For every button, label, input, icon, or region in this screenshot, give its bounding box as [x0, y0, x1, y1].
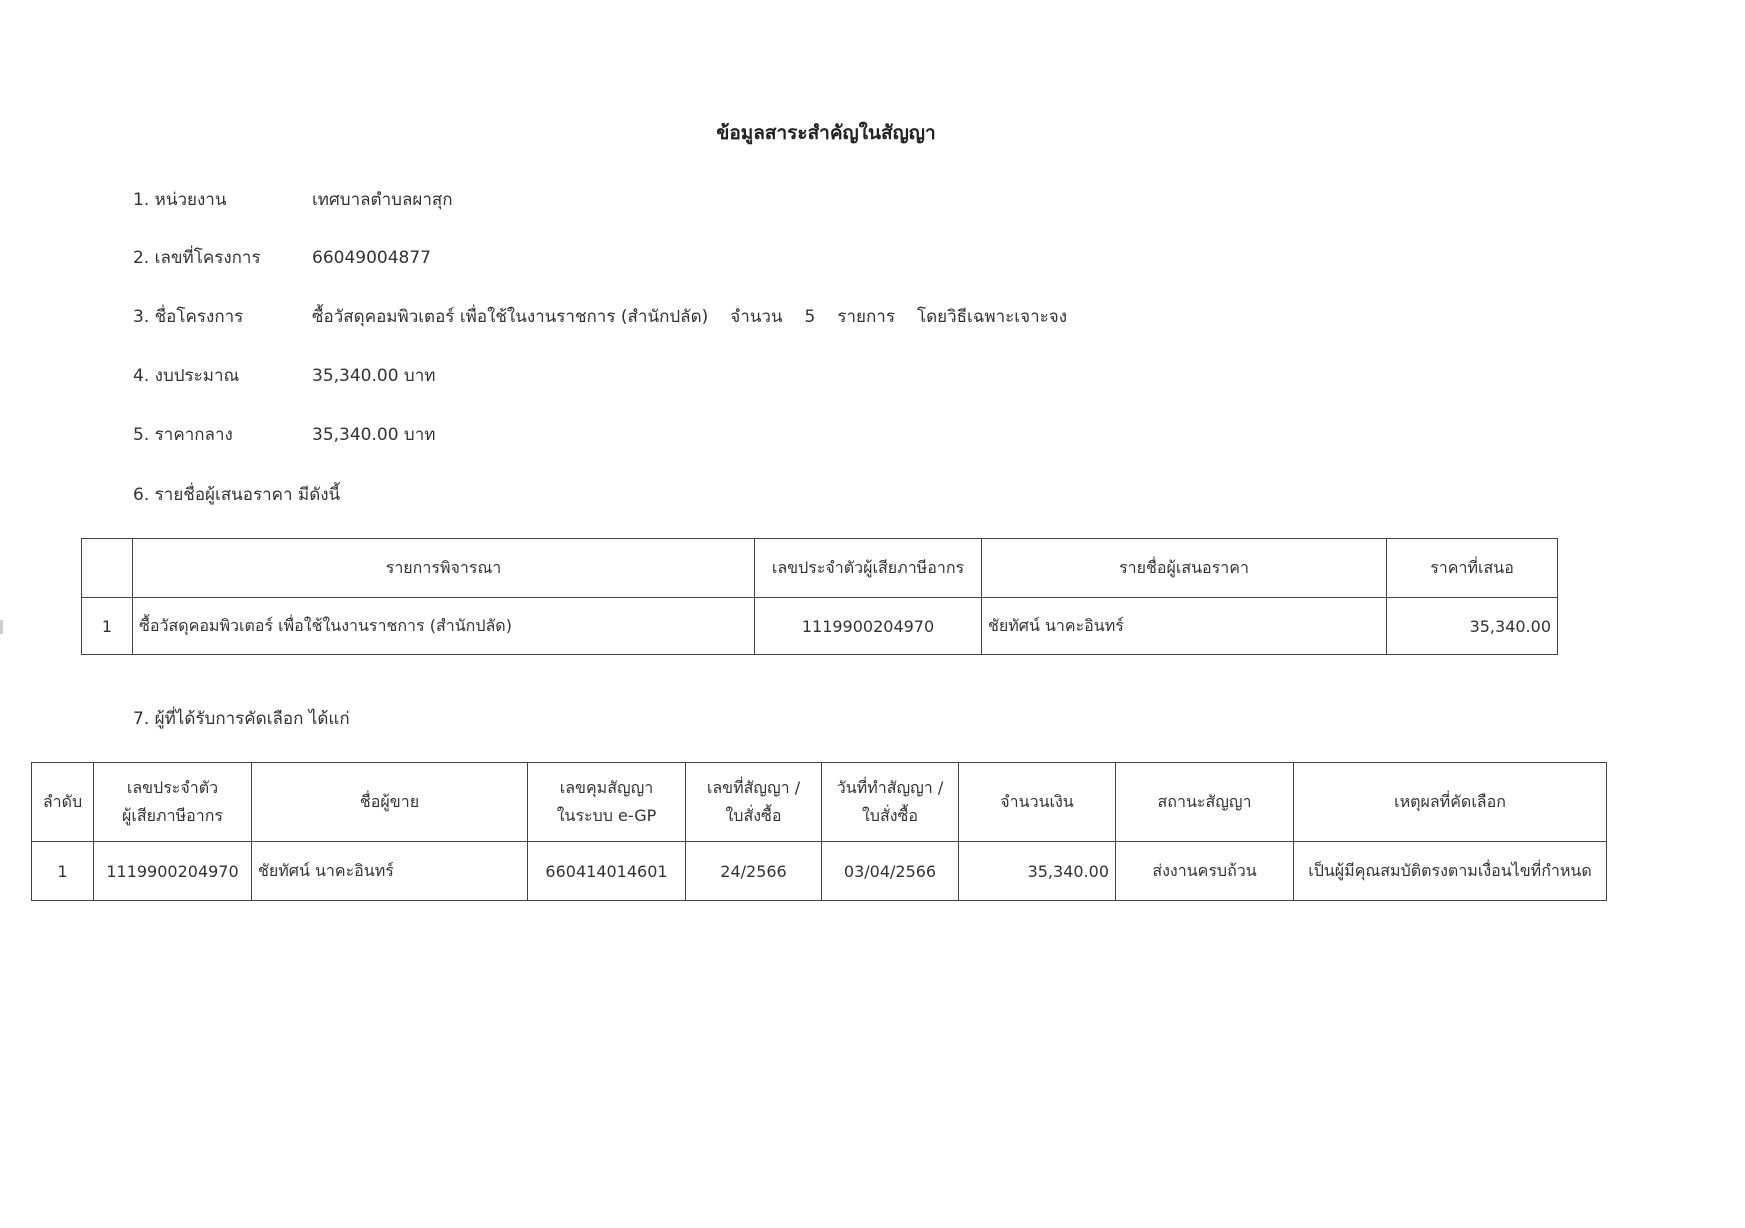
field-number: 4.: [133, 366, 150, 386]
field-project-name: [133, 304, 1068, 330]
field-number: 3.: [133, 307, 150, 327]
selected-table: [31, 762, 1607, 901]
column-header: [82, 539, 133, 598]
seller-name-cell: ชัยทัศน์ นาคะอินทร์: [252, 842, 528, 901]
column-header: วันที่ทำสัญญา / ใบสั่งซื้อ: [822, 763, 959, 842]
column-header: รายชื่อผู้เสนอราคา: [982, 539, 1387, 598]
quantity-label: จำนวน: [730, 307, 783, 327]
table-row: [32, 842, 1607, 901]
row-number-cell: 1: [82, 598, 133, 655]
column-header: เลขที่สัญญา / ใบสั่งซื้อ: [686, 763, 822, 842]
project-title: ซื้อวัสดุคอมพิวเตอร์ เพื่อใช้ในงานราชการ (สำนักปลัด): [312, 307, 709, 327]
field-agency: [133, 187, 453, 213]
field-label: ผู้ที่ได้รับการคัดเลือก ได้แก่: [154, 709, 350, 729]
field-value: 35,340.00 บาท: [312, 425, 436, 445]
field-value: 35,340.00 บาท: [312, 366, 436, 386]
field-value: 66049004877: [312, 248, 431, 268]
field-number: 1.: [133, 190, 150, 210]
item-cell: ซื้อวัสดุคอมพิวเตอร์ เพื่อใช้ในงานราชการ (สำนักปลัด): [133, 598, 755, 655]
field-label: เลขที่โครงการ: [154, 248, 261, 268]
field-selected-heading: [133, 706, 350, 732]
bidder-name-cell: ชัยทัศน์ นาคะอินทร์: [982, 598, 1387, 655]
column-header: รายการพิจารณา: [133, 539, 755, 598]
column-header: ชื่อผู้ขาย: [252, 763, 528, 842]
field-value: เทศบาลตำบลผาสุก: [312, 190, 453, 210]
quantity-unit: รายการ: [837, 307, 895, 327]
table-row: [82, 598, 1558, 655]
field-label: งบประมาณ: [154, 366, 240, 386]
procurement-method: โดยวิธีเฉพาะเจาะจง: [916, 307, 1068, 327]
amount-cell: 35,340.00: [959, 842, 1116, 901]
offered-price-cell: 35,340.00: [1387, 598, 1558, 655]
column-header: สถานะสัญญา: [1116, 763, 1294, 842]
field-label: รายชื่อผู้เสนอราคา มีดังนี้: [154, 485, 341, 505]
column-header: เหตุผลที่คัดเลือก: [1294, 763, 1607, 842]
contract-status-cell: ส่งงานครบถ้วน: [1116, 842, 1294, 901]
field-project-number: [133, 245, 431, 271]
column-header: เลขประจำตัว ผู้เสียภาษีอากร: [94, 763, 252, 842]
column-header: จำนวนเงิน: [959, 763, 1116, 842]
row-number-cell: 1: [32, 842, 94, 901]
tax-id-cell: 1119900204970: [94, 842, 252, 901]
field-number: 7.: [133, 709, 150, 729]
column-header: ราคาที่เสนอ: [1387, 539, 1558, 598]
field-label: ชื่อโครงการ: [154, 307, 244, 327]
field-median-price: [133, 422, 436, 448]
column-header: เลขประจำตัวผู้เสียภาษีอากร: [755, 539, 982, 598]
field-number: 6.: [133, 485, 150, 505]
document-title: ข้อมูลสาระสำคัญในสัญญา: [716, 122, 936, 144]
scan-edge-mark: [0, 620, 3, 634]
field-bidders-heading: [133, 482, 340, 508]
bidders-table: [81, 538, 1558, 655]
selection-reason-cell: เป็นผู้มีคุณสมบัติตรงตามเงื่อนไขที่กำหนด: [1294, 842, 1607, 901]
table-header-row: [32, 763, 1607, 842]
quantity-value: 5: [804, 307, 816, 327]
contract-number-cell: 24/2566: [686, 842, 822, 901]
field-label: ราคากลาง: [154, 425, 233, 445]
field-number: 2.: [133, 248, 150, 268]
table-header-row: [82, 539, 1558, 598]
field-number: 5.: [133, 425, 150, 445]
field-label: หน่วยงาน: [154, 190, 227, 210]
column-header: เลขคุมสัญญา ในระบบ e-GP: [528, 763, 686, 842]
field-value: [312, 304, 1089, 330]
field-budget: [133, 363, 436, 389]
contract-date-cell: 03/04/2566: [822, 842, 959, 901]
egp-contract-number-cell: 660414014601: [528, 842, 686, 901]
column-header: ลำดับ: [32, 763, 94, 842]
tax-id-cell: 1119900204970: [755, 598, 982, 655]
